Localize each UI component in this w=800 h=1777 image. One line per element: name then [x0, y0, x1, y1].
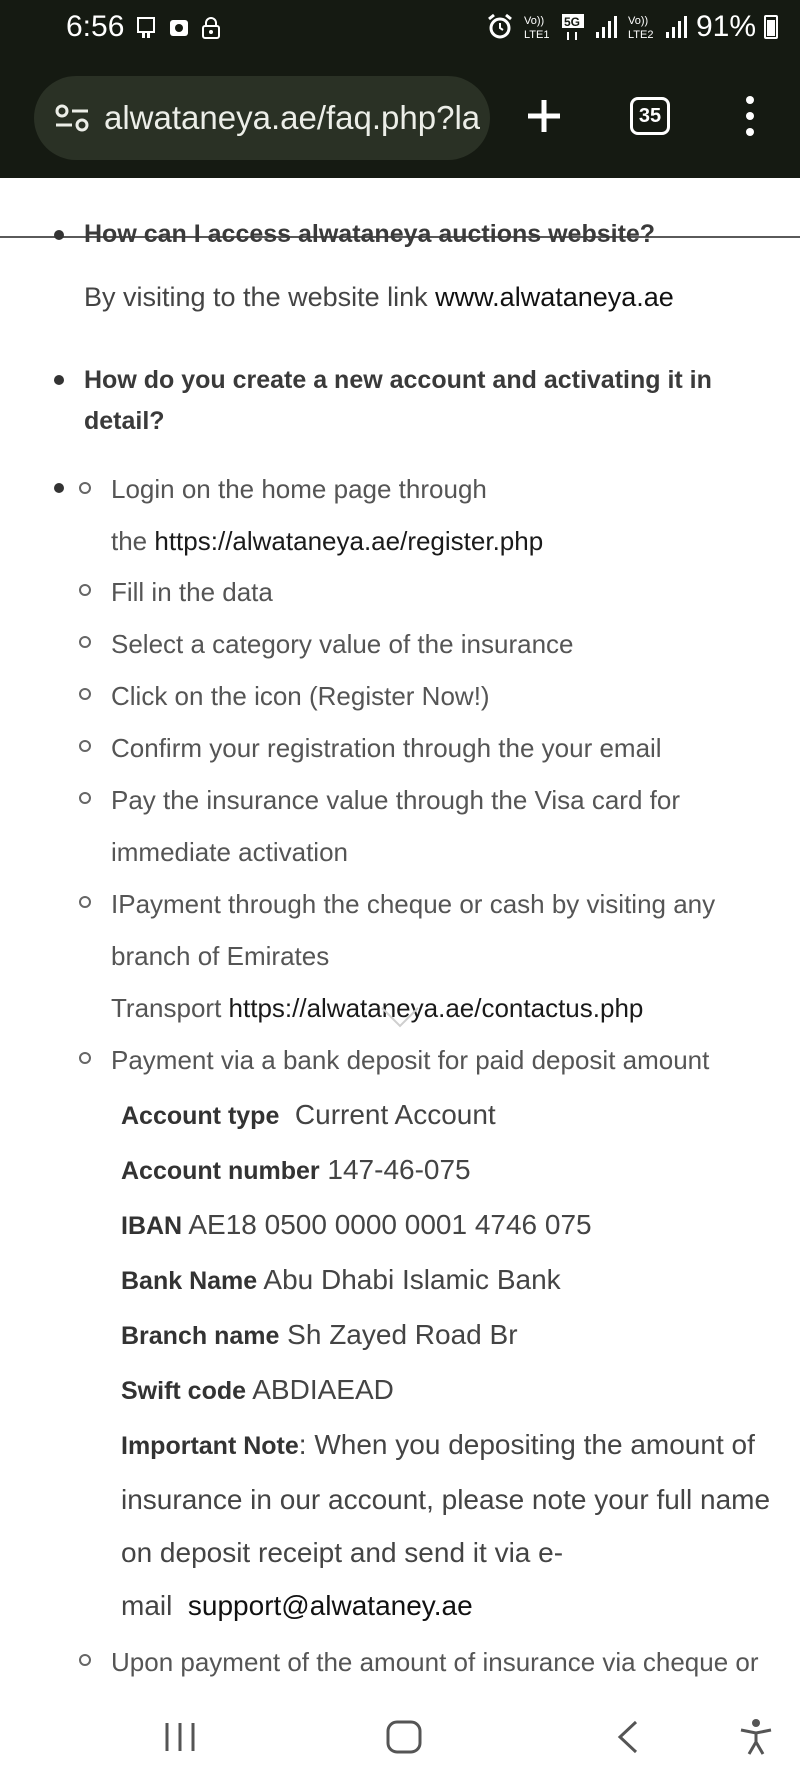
address-bar[interactable]	[34, 76, 490, 160]
url-text[interactable]: alwataneya.ae/faq.php?la	[104, 99, 481, 136]
recent-apps-button[interactable]	[150, 1712, 210, 1762]
svg-text:Vo)): Vo))	[523, 15, 545, 27]
plus-icon	[524, 96, 564, 136]
system-nav-bar	[0, 1700, 800, 1777]
back-button[interactable]	[598, 1712, 658, 1762]
menu-dot-icon	[746, 96, 754, 104]
5g-icon	[560, 12, 586, 42]
overflow-menu-button[interactable]	[718, 84, 782, 148]
list-item: Click on the icon (Register Now!)	[111, 681, 490, 711]
tab-count: 35	[630, 97, 670, 135]
list-item-text: Transport https://alwataneya.ae/contactus.php	[111, 993, 644, 1023]
bank-name-row: Bank Name Abu Dhabi Islamic Bank	[121, 1264, 561, 1295]
circle-bullet-icon	[79, 1052, 91, 1064]
note-text: mail support@alwataney.ae	[121, 1590, 473, 1621]
faq-question: How can I access alwataneya auctions website?	[84, 220, 656, 248]
signal-icon	[594, 14, 618, 40]
circle-bullet-icon	[79, 740, 91, 752]
circle-bullet-icon	[79, 1654, 91, 1666]
important-note: Important Note: When you depositing the amount of	[121, 1429, 755, 1460]
bank-details	[121, 1088, 800, 1632]
bullet-icon	[54, 483, 64, 493]
site-settings-icon[interactable]	[54, 103, 90, 133]
lock-icon	[200, 16, 222, 40]
list-item-text: immediate activation	[111, 837, 348, 867]
list-item	[111, 463, 791, 567]
chevron-down-icon	[380, 1006, 420, 1030]
svg-text:LTE2: LTE2	[627, 29, 654, 41]
website-link[interactable]: www.alwataneya.ae	[435, 282, 674, 312]
note-text: on deposit receipt and send it via e-	[121, 1537, 564, 1568]
account-number-row: Account number 147-46-075	[121, 1154, 471, 1185]
status-time: 6:56	[66, 10, 125, 43]
svg-text:5G: 5G	[563, 15, 580, 29]
signal-icon	[664, 14, 688, 40]
list-item: Select a category value of the insurance	[111, 629, 574, 659]
menu-dot-icon	[746, 112, 754, 120]
circle-bullet-icon	[79, 792, 91, 804]
list-item-text: Pay the insurance value through the Visa card for	[111, 785, 680, 815]
faq-question: How do you create a new account and activating it in detail?	[84, 366, 712, 435]
tab-switcher-button[interactable]	[618, 84, 682, 148]
volte-lte1-icon	[522, 12, 552, 42]
list-item-text: branch of Emirates	[111, 941, 330, 971]
list-item	[111, 774, 791, 878]
circle-bullet-icon	[79, 636, 91, 648]
battery-percentage: 91%	[695, 10, 756, 43]
svg-text:Vo)): Vo))	[627, 15, 649, 27]
circle-bullet-icon	[79, 896, 91, 908]
alarm-icon	[486, 13, 514, 41]
circle-bullet-icon	[79, 482, 91, 494]
home-button[interactable]	[374, 1712, 434, 1762]
support-email-link[interactable]: support@alwataney.ae	[187, 1590, 473, 1621]
svg-text:LTE1: LTE1	[523, 29, 550, 41]
accessibility-icon	[738, 1718, 774, 1756]
back-icon	[614, 1719, 642, 1755]
battery-icon	[764, 15, 778, 39]
list-item: Fill in the data	[111, 577, 273, 607]
list-item-text: IPayment through the cheque or cash by visiting any	[111, 889, 716, 919]
browser-toolbar	[0, 60, 800, 178]
circle-bullet-icon	[79, 584, 91, 596]
contact-link[interactable]: https://alwataneya.ae/contactus.php	[228, 993, 644, 1023]
bullet-icon	[54, 230, 64, 240]
accessibility-button[interactable]	[726, 1712, 786, 1762]
recents-icon	[163, 1721, 197, 1753]
swift-row: Swift code ABDIAEAD	[121, 1374, 394, 1405]
note-text: insurance in our account, please note your full name	[121, 1484, 771, 1515]
menu-dot-icon	[746, 128, 754, 136]
bullet-icon	[54, 375, 64, 385]
list-item: Confirm your registration through the your email	[111, 733, 662, 763]
list-item-text: the https://alwataneya.ae/register.php	[111, 526, 544, 556]
branch-row: Branch name Sh Zayed Road Br	[121, 1319, 518, 1350]
account-type-row: Account type Current Account	[121, 1099, 496, 1130]
list-item-text: Login on the home page through	[111, 474, 487, 504]
new-tab-button[interactable]	[512, 84, 576, 148]
list-item	[111, 878, 791, 1034]
faq-answer	[84, 282, 674, 313]
list-item: Payment via a bank deposit for paid deposit amount	[111, 1045, 710, 1075]
iban-row: IBAN AE18 0500 0000 0001 4746 075	[121, 1209, 592, 1240]
register-link[interactable]: https://alwataneya.ae/register.php	[154, 526, 544, 556]
list-item: Upon payment of the amount of insurance via cheque or	[111, 1647, 759, 1677]
volte-lte2-icon	[626, 12, 656, 42]
answer-text: By visiting to the website link	[84, 282, 436, 312]
home-icon	[385, 1719, 423, 1755]
circle-bullet-icon	[79, 688, 91, 700]
notification-icon	[136, 16, 158, 40]
message-icon	[168, 16, 190, 40]
status-bar	[0, 0, 800, 60]
